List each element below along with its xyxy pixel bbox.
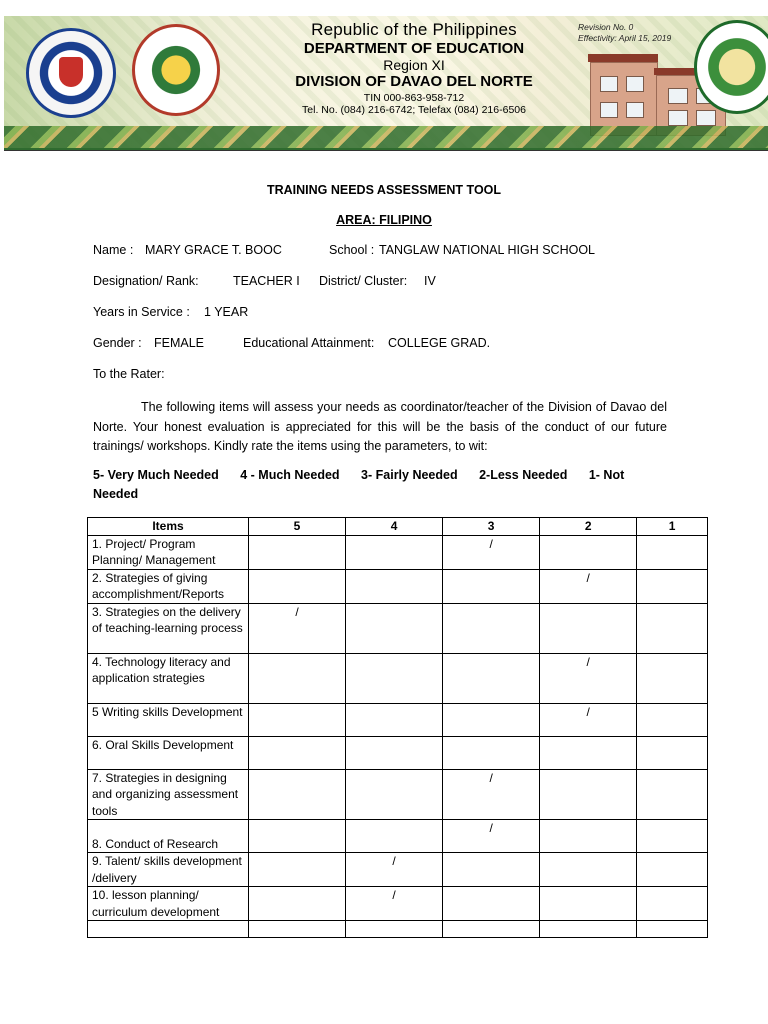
rating-cell-3[interactable] [443, 535, 540, 569]
item-cell: 8. Conduct of Research [88, 820, 249, 853]
scale-2: 2-Less Needed [479, 468, 568, 482]
column-header-5: 5 [249, 518, 346, 536]
rating-cell-2[interactable] [540, 653, 637, 703]
table-row [88, 820, 708, 853]
gender-label: Gender : [93, 336, 142, 350]
header-republic: Republic of the Philippines [311, 20, 517, 39]
item-cell: 7. Strategies in designing and organizing assessment tools [88, 769, 249, 820]
table-row [88, 603, 708, 653]
rating-cell-3[interactable] [443, 569, 540, 603]
rating-cell-5[interactable] [249, 921, 346, 938]
header-tin: TIN 000-863-958-712 [363, 92, 465, 104]
scale-3: 3- Fairly Needed [361, 468, 458, 482]
check-mark: / [489, 821, 493, 835]
column-header-4: 4 [346, 518, 443, 536]
district-label: District/ Cluster: [319, 274, 408, 288]
table-row [88, 769, 708, 820]
rating-cell-3[interactable] [443, 603, 540, 653]
rating-cell-1[interactable] [637, 853, 708, 887]
check-mark: / [586, 570, 590, 585]
rating-cell-1[interactable] [637, 569, 708, 603]
rating-cell-2[interactable] [540, 703, 637, 736]
rating-cell-4[interactable] [346, 703, 443, 736]
table-body [88, 535, 708, 938]
rating-cell-2[interactable] [540, 820, 637, 853]
rating-cell-5[interactable] [249, 569, 346, 603]
column-header-3: 3 [443, 518, 540, 536]
rating-cell-5[interactable] [249, 769, 346, 820]
rating-cell-5[interactable] [249, 887, 346, 921]
rating-cell-2[interactable] [540, 603, 637, 653]
item-cell: 2. Strategies of giving accomplishment/Reports [88, 569, 249, 603]
table-row [88, 703, 708, 736]
rating-cell-1[interactable] [637, 921, 708, 938]
rating-cell-1[interactable] [637, 736, 708, 769]
table-header-row [88, 518, 708, 536]
document-title: TRAINING NEEDS ASSESSMENT TOOL [266, 183, 502, 197]
rating-cell-5[interactable] [249, 535, 346, 569]
designation-label: Designation/ Rank: [93, 274, 199, 288]
name-label: Name : [93, 243, 134, 257]
name-value: MARY GRACE T. BOOC [145, 243, 282, 257]
designation-value: TEACHER I [233, 274, 300, 288]
column-header-items: Items [88, 518, 249, 536]
rating-cell-1[interactable] [637, 887, 708, 921]
rating-cell-4[interactable] [346, 887, 443, 921]
education-value: COLLEGE GRAD. [388, 336, 491, 350]
rating-cell-1[interactable] [637, 703, 708, 736]
header-region: Region XI [383, 57, 445, 73]
scale-1: 1- Not Needed [93, 468, 625, 501]
item-cell: 6. Oral Skills Development [88, 736, 249, 769]
instructions-paragraph: The following items will assess your needs as coordinator/teacher of the Division of Davao del Norte. Your honest evaluation is appreciated for this will be the basis of the conduct of our future trainings/ workshops. Kindly rate the items using the parameters, to wit: [93, 400, 667, 453]
rating-cell-2[interactable] [540, 853, 637, 887]
rating-cell-2[interactable] [540, 921, 637, 938]
banner-decorative-stripe [4, 126, 768, 148]
rating-cell-2[interactable] [540, 569, 637, 603]
document-area: AREA: FILIPINO [336, 213, 432, 227]
rating-cell-4[interactable] [346, 535, 443, 569]
years-label: Years in Service : [93, 305, 190, 319]
rating-cell-3[interactable] [443, 703, 540, 736]
rating-cell-2[interactable] [540, 887, 637, 921]
years-value: 1 YEAR [204, 305, 249, 319]
rating-cell-1[interactable] [637, 535, 708, 569]
deped-seal-logo [26, 28, 116, 118]
rating-cell-1[interactable] [637, 603, 708, 653]
header-text [244, 16, 584, 116]
rating-cell-3[interactable] [443, 769, 540, 820]
table-row [88, 653, 708, 703]
item-cell: 9. Talent/ skills development /delivery [88, 853, 249, 887]
scale-5: 5- Very Much Needed [93, 468, 219, 482]
table-row [88, 569, 708, 603]
column-header-2: 2 [540, 518, 637, 536]
check-mark: / [392, 854, 396, 868]
header-divider [4, 150, 768, 151]
revision-info [578, 22, 671, 44]
item-cell: 4. Technology literacy and application strategies [88, 653, 249, 703]
rating-cell-3[interactable] [443, 736, 540, 769]
item-cell: 10. lesson planning/ curriculum development [88, 887, 249, 921]
item-cell: 1. Project/ Program Planning/ Management [88, 535, 249, 569]
check-mark: / [489, 536, 493, 551]
header-department: DEPARTMENT OF EDUCATION [303, 40, 525, 57]
rating-cell-3[interactable] [443, 921, 540, 938]
header-banner [4, 16, 768, 151]
rating-cell-2[interactable] [540, 769, 637, 820]
table-row [88, 535, 708, 569]
check-mark: / [586, 704, 590, 719]
revision-effectivity: Effectivity: April 15, 2019 [578, 33, 672, 43]
rating-cell-3[interactable] [443, 820, 540, 853]
school-value: TANGLAW NATIONAL HIGH SCHOOL [379, 243, 595, 257]
table-row [88, 736, 708, 769]
item-cell: 5 Writing skills Development [88, 703, 249, 736]
rating-cell-2[interactable] [540, 535, 637, 569]
check-mark: / [295, 604, 299, 619]
rating-cell-2[interactable] [540, 736, 637, 769]
scale-4: 4 - Much Needed [240, 468, 340, 482]
table-row [88, 887, 708, 921]
assessment-table [87, 517, 708, 938]
check-mark: / [586, 654, 590, 669]
rating-cell-4[interactable] [346, 736, 443, 769]
region-seal-logo [132, 24, 220, 116]
rating-cell-4[interactable] [346, 653, 443, 703]
check-mark: / [489, 770, 493, 785]
rating-cell-5[interactable] [249, 653, 346, 703]
rating-cell-3[interactable] [443, 853, 540, 887]
header-contact: Tel. No. (084) 216-6742; Telefax (084) 216-6506 [302, 104, 526, 116]
item-cell: 3. Strategies on the delivery of teaching-learning process [88, 603, 249, 653]
rating-cell-3[interactable] [443, 887, 540, 921]
rating-cell-4[interactable] [346, 569, 443, 603]
header-division: DIVISION OF DAVAO DEL NORTE [295, 73, 533, 90]
check-mark: / [392, 888, 396, 902]
rating-cell-5[interactable] [249, 703, 346, 736]
rating-cell-4[interactable] [346, 769, 443, 820]
education-label: Educational Attainment: [243, 336, 375, 350]
rating-cell-3[interactable] [443, 653, 540, 703]
rating-cell-4[interactable] [346, 820, 443, 853]
table-row [88, 921, 708, 938]
rating-cell-5[interactable] [249, 820, 346, 853]
rating-cell-4[interactable] [346, 853, 443, 887]
gender-value: FEMALE [154, 336, 205, 350]
rating-cell-5[interactable] [249, 603, 346, 653]
rating-cell-4[interactable] [346, 921, 443, 938]
table-row [88, 853, 708, 887]
revision-number: Revision No. 0 [578, 22, 634, 32]
rating-cell-1[interactable] [637, 653, 708, 703]
rating-cell-4[interactable] [346, 603, 443, 653]
school-label: School : [329, 243, 375, 257]
rating-scale [93, 466, 667, 504]
rating-cell-5[interactable] [249, 853, 346, 887]
rating-cell-1[interactable] [637, 820, 708, 853]
item-cell [88, 921, 249, 938]
rater-label: To the Rater: [93, 367, 165, 381]
column-header-1: 1 [637, 518, 708, 536]
rating-cell-5[interactable] [249, 736, 346, 769]
district-value: IV [424, 274, 436, 288]
rating-cell-1[interactable] [637, 769, 708, 820]
